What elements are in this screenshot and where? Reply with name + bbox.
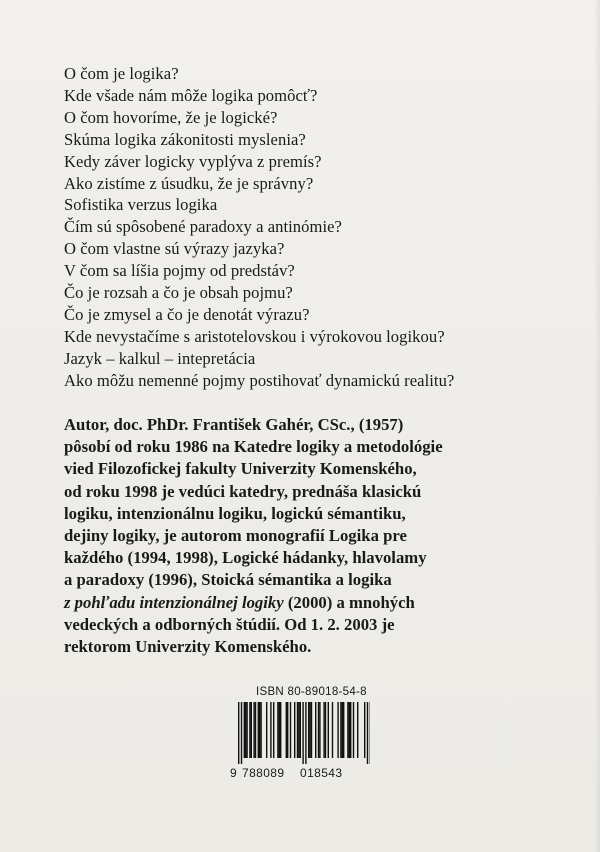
- bio-line: vied Filozofickej fakulty Univerzity Komenského,: [64, 459, 417, 479]
- barcode-bar: [246, 702, 247, 758]
- author-bio: [64, 414, 544, 658]
- barcode-bar: [325, 702, 326, 758]
- question-item: Čím sú spôsobené paradoxy a antinómie?: [64, 217, 342, 237]
- barcode-bar: [315, 702, 316, 758]
- question-item: V čom sa líšia pojmy od predstáv?: [64, 261, 295, 281]
- question-item: Ako môžu nemenné pojmy postihovať dynamickú realitu?: [64, 370, 455, 390]
- barcode-bar: [332, 702, 333, 758]
- barcode-bar: [347, 702, 348, 758]
- barcode-bar: [259, 702, 260, 758]
- barcode-bar: [273, 702, 274, 758]
- bio-line: dejiny logiky, je autorom monografií Logika pre: [64, 526, 407, 546]
- barcode-bar: [305, 702, 306, 764]
- barcode-bar: [308, 702, 309, 758]
- bio-line: rektorom Univerzity Komenského.: [64, 637, 312, 657]
- barcode-bar: [311, 702, 312, 758]
- barcode-bar: [258, 702, 259, 758]
- question-item: Skúma logika zákonitosti myslenia?: [64, 129, 306, 149]
- barcode-bar: [323, 702, 324, 758]
- question-item: Kde nevystačíme s aristotelovskou i výrokovou logikou?: [64, 326, 445, 346]
- barcode-bar: [297, 702, 298, 758]
- barcode-bar: [298, 702, 299, 758]
- barcode-bar: [286, 702, 287, 758]
- barcode-icon: [238, 702, 370, 764]
- barcode-bar: [353, 702, 354, 758]
- question-item: Jazyk – kalkul – intepretácia: [64, 348, 256, 368]
- barcode-bar: [294, 702, 295, 758]
- question-item: Kde všade nám môže logika pomôcť?: [64, 85, 318, 105]
- barcode-bar: [349, 702, 350, 758]
- bio-line: a paradoxy (1996), Stoická sémantika a logika: [64, 570, 392, 590]
- barcode-bar: [302, 702, 303, 764]
- barcode-bar: [319, 702, 320, 758]
- barcode-bar: [251, 702, 252, 758]
- barcode-bar: [253, 702, 254, 758]
- barcode-digits: [230, 766, 378, 780]
- barcode-bar: [367, 702, 368, 764]
- question-item: O čom hovoríme, že je logické?: [64, 107, 278, 127]
- barcode-bar: [340, 702, 341, 758]
- barcode-digits-left: 788089: [242, 766, 285, 780]
- question-list: [64, 63, 454, 392]
- question-item: Čo je zmysel a čo je denotát výrazu?: [64, 304, 310, 324]
- barcode-bar: [290, 702, 291, 758]
- bio-line-tail: (2000) a mnohých: [283, 592, 415, 612]
- question-item: Sofistika verzus logika: [64, 195, 218, 215]
- barcode-bar: [270, 702, 271, 758]
- barcode-bar: [244, 702, 245, 758]
- barcode-bar: [318, 702, 319, 758]
- barcode-bar: [255, 702, 256, 758]
- isbn-block: [230, 684, 378, 780]
- barcode-bar: [309, 702, 310, 758]
- book-title-italic: z pohľadu intenzionálnej logiky: [64, 592, 284, 612]
- barcode-bar: [287, 702, 288, 758]
- question-item: Čo je rozsah a čo je obsah pojmu?: [64, 283, 293, 303]
- bio-line: od roku 1998 je vedúci katedry, prednáša klasickú: [64, 481, 422, 501]
- barcode-bar: [342, 702, 343, 758]
- bio-line: logiku, intenzionálnu logiku, logickú sémantiku,: [64, 503, 406, 523]
- barcode-bar: [249, 702, 250, 758]
- bio-line: každého (1994, 1998), Logické hádanky, hlavolamy: [64, 548, 427, 568]
- barcode-bar: [266, 702, 267, 758]
- barcode-bar: [343, 702, 344, 758]
- barcode-bar: [279, 702, 280, 758]
- barcode-bar: [300, 702, 301, 758]
- question-item: O čom vlastne sú výrazy jazyka?: [64, 239, 285, 259]
- barcode-bar: [364, 702, 365, 758]
- page-edge-shadow: [594, 0, 600, 852]
- question-item: Kedy záver logicky vyplýva z premís?: [64, 151, 322, 171]
- barcode-bar: [337, 702, 338, 758]
- barcode-bar: [260, 702, 261, 758]
- barcode-bar: [280, 702, 281, 758]
- isbn-label: ISBN 80-89018-54-8: [256, 686, 367, 698]
- question-item: O čom je logika?: [64, 64, 179, 83]
- barcode-digits-right: 018543: [300, 766, 343, 780]
- bio-line: pôsobí od roku 1986 na Katedre logiky a metodológie: [64, 437, 443, 457]
- barcode-bar: [328, 702, 329, 758]
- barcode-bar: [357, 702, 358, 758]
- question-item: Ako zistíme z úsudku, že je správny?: [64, 173, 314, 193]
- barcode-bar: [245, 702, 246, 758]
- bio-line-mixed: [64, 592, 544, 614]
- barcode-bar: [238, 702, 239, 764]
- barcode-digit-first: 9: [230, 766, 238, 780]
- barcode-bar: [350, 702, 351, 758]
- bio-line: vedeckých a odborných štúdií. Od 1. 2. 2003 je: [64, 614, 395, 634]
- bio-line: Autor, doc. PhDr. František Gahér, CSc., (1957): [64, 415, 404, 434]
- barcode-bar: [241, 702, 242, 764]
- barcode-bar: [277, 702, 278, 758]
